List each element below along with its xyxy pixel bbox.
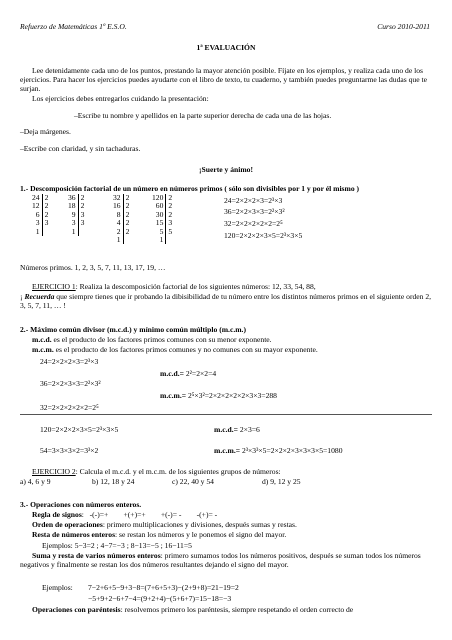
exercise-1-label: EJERCICIO 1 — [32, 282, 76, 291]
factorization-36: 36=2×2×3×3=2²×3² — [224, 207, 285, 216]
reminder-label: Recuerda — [24, 292, 55, 301]
mcd-label: m.c.d. — [32, 335, 52, 344]
mcd-definition — [32, 335, 272, 344]
sum-label: Suma y resta de varios números enteros — [32, 551, 161, 560]
order-text: : primero multiplicaciones y divisiones, después sumas y restas. — [102, 520, 297, 529]
dividend: 15 — [150, 219, 166, 227]
exercise-2-group-b: b) 12, 18 y 24 — [92, 477, 135, 486]
dividend: 8 — [111, 211, 123, 219]
mcd-text: es el producto de los factores primos comunes con su menor exponente. — [51, 335, 272, 344]
subtraction-examples: Ejemplos: 5−3=2 ; 4−7=−3 ; 8−13=−5 ; 16−11=5 — [42, 541, 192, 550]
divider — [20, 414, 432, 415]
mcm-value: 2³×3³×5=2×2×2×3×3×3×5=1080 — [241, 446, 343, 455]
prime-numbers-list: Números primos. 1, 2, 3, 5, 7, 11, 13, 17, 19, … — [20, 263, 166, 272]
factor-table-32 — [111, 194, 131, 244]
page-title: 1ª EVALUACIÓN — [196, 43, 256, 52]
dividend: 4 — [111, 219, 123, 227]
factorization-32: 32=2×2×2×2×2=2⁵ — [224, 219, 283, 228]
reminder — [20, 292, 432, 310]
dividend: 24 — [30, 194, 42, 202]
dividend: 1 — [30, 228, 42, 236]
mcm-example-2 — [214, 446, 343, 455]
exercise-2-group-d: d) 9, 12 y 25 — [262, 477, 301, 486]
dividend: 120 — [150, 194, 166, 202]
exercise-2-group-a: a) 4, 6 y 9 — [20, 477, 51, 486]
mcd-label: m.c.d.= — [214, 425, 238, 434]
section-3-heading: 3.- Operaciones con números enteros. — [20, 500, 142, 509]
dividend: 12 — [30, 202, 42, 210]
divisor: 2 — [168, 209, 173, 219]
mcd-example-1 — [160, 369, 216, 378]
subtraction-text: : se restan los números y le ponemos el signo del mayor. — [115, 530, 287, 539]
mcd-value: 2²=2×2=4 — [185, 369, 217, 378]
header-right: Curso 2010-2011 — [377, 22, 430, 31]
divisor: 2 — [80, 193, 85, 202]
divisor: 2 — [44, 209, 49, 219]
mcd-example-2 — [214, 425, 260, 434]
mcm-label: m.c.m. — [32, 345, 54, 354]
factorization-120: 120=2×2×2×3×5=2³×3×5 — [224, 231, 303, 240]
divisor — [78, 228, 86, 236]
parentheses-label: Operaciones con paréntesis — [32, 605, 121, 614]
dividend: 1 — [111, 236, 123, 244]
dividend: 6 — [30, 211, 42, 219]
sum-example-1: 7−2+6+5−9+3−8=(7+6+5+3)−(2+9+8)=21−19=2 — [88, 583, 239, 592]
dividend: 2 — [111, 228, 123, 236]
divisor — [123, 236, 131, 244]
mcm-text: es el producto de los factores primos comunes y no comunes con su mayor exponente. — [53, 345, 318, 354]
divisor: 3 — [44, 218, 49, 228]
intro-instructions: Los ejercicios debes entregarlos cuidando la presentación: — [32, 94, 209, 103]
mcd-label: m.c.d.= — [160, 369, 184, 378]
factor-table-36 — [66, 194, 86, 236]
divisor — [166, 236, 174, 244]
multiple-sum — [20, 551, 432, 569]
divisor — [42, 228, 50, 236]
mcm-label: m.c.m.= — [160, 391, 187, 400]
exercise-1-text: : Realiza la descomposición factorial de los siguientes números: 12, 33, 54, 88, — [75, 282, 316, 291]
dividend: 3 — [66, 219, 78, 227]
divisor: 2 — [168, 201, 173, 211]
instruction-margins: –Deja márgenes. — [20, 127, 71, 136]
dividend: 36 — [66, 194, 78, 202]
mcd-value: 2×3=6 — [239, 425, 260, 434]
divisor: 2 — [125, 226, 130, 236]
factorization-54: 54=3×3×3×2=3³×2 — [40, 446, 99, 455]
integer-subtraction — [32, 530, 286, 539]
dividend: 9 — [66, 211, 78, 219]
divisor: 2 — [44, 193, 49, 202]
divisor: 2 — [125, 209, 130, 219]
sign-rules-label: Regla de signos — [32, 510, 82, 519]
section-2-heading: 2.- Máximo común divisor (m.c.d.) y mínimo común múltiplo (m.c.m.) — [20, 325, 246, 334]
reminder-text: que siempre tienes que ir probando la dibisibilidad de tu número entre los distintos números primos en el siguiente orden 2, 3, 5, 7, 11, … ! — [20, 292, 432, 310]
dividend: 3 — [30, 219, 42, 227]
sign-rules — [32, 510, 217, 519]
mcm-label: m.c.m.= — [214, 446, 241, 455]
order-label: Orden de operaciones — [32, 520, 103, 529]
dividend: 1 — [150, 236, 166, 244]
divisor: 2 — [125, 201, 130, 211]
factorization-24: 24=2×2×2×3=2³×3 — [224, 196, 283, 205]
factorization-24-b: 24=2×2×2×3=2³×3 — [40, 357, 99, 366]
dividend: 18 — [66, 202, 78, 210]
reminder-open: ¡ — [20, 292, 25, 301]
mcm-value: 2⁵×3²=2×2×2×2×2×3×3=288 — [187, 391, 277, 400]
divisor: 2 — [44, 201, 49, 211]
factorization-32-b: 32=2×2×2×2×2=2⁵ — [40, 403, 99, 412]
exercise-2-label: EJERCICIO 2 — [32, 467, 76, 476]
dividend: 30 — [150, 211, 166, 219]
divisor: 2 — [80, 201, 85, 211]
dividend: 32 — [111, 194, 123, 202]
exercise-1 — [32, 282, 316, 291]
sum-text: : primero sumamos todos los números positivos, después se suman todos los números negativos y finalmente se restan los dos números resultantes dejando el signo del mayor. — [20, 551, 421, 569]
dividend: 16 — [111, 202, 123, 210]
divisor: 2 — [168, 193, 173, 202]
factor-table-120 — [150, 194, 174, 244]
sign-rules-text: : -(-)=+ +(+)=+ +(-)= - -(+)= - — [81, 510, 218, 519]
header-left: Refuerzo de Matemáticas 1º E.S.O. — [20, 22, 127, 31]
divisor: 2 — [125, 193, 130, 202]
divisor: 3 — [80, 209, 85, 219]
subtraction-label: Resta de números enteros — [32, 530, 116, 539]
order-of-operations — [32, 520, 297, 529]
good-luck: ¡Suerte y ánimo! — [199, 165, 253, 174]
exercise-2-group-c: c) 22, 40 y 54 — [172, 477, 214, 486]
intro-paragraph: Lee detenidamente cada uno de los puntos, prestando la mayor atención posible. Fíjate en los ejemplos, y realiza cada uno de los ejercicios. Para hacer los ejercicios puedes ayudarte con el libro de texto, tu cuaderno, y también puedes preguntarme las dudas que te surjan. — [20, 66, 427, 93]
parentheses-text: : resolvemos primero los paréntesis, siempre respetando el orden correcto de — [120, 605, 354, 614]
dividend: 60 — [150, 202, 166, 210]
parentheses-operations — [32, 605, 353, 614]
exercise-2-text: : Calcula el m.c.d. y el m.c.m. de los siguientes grupos de números: — [75, 467, 281, 476]
mcm-example-1 — [160, 391, 277, 400]
exercise-2 — [32, 467, 281, 476]
divisor: 5 — [168, 226, 173, 236]
dividend: 5 — [150, 228, 166, 236]
divisor: 3 — [168, 218, 173, 228]
factorization-36-b: 36=2×2×3×3=2²×3² — [40, 379, 101, 388]
divisor: 2 — [125, 218, 130, 228]
instruction-clarity: –Escribe con claridad, y sin tachaduras. — [20, 144, 141, 153]
section-1-heading: 1.- Descomposición factorial de un número en números primos ( sólo son divisibles por 1 y por él mismo ) — [20, 184, 360, 193]
sum-examples-label: Ejemplos: — [42, 583, 73, 592]
instruction-name: –Escribe tu nombre y apellidos en la parte superior derecha de cada una de las hojas. — [74, 111, 332, 120]
factor-table-24 — [30, 194, 50, 236]
dividend: 1 — [66, 228, 78, 236]
sum-example-2: −5+9+2−6+7−4=(9+2+4)−(5+6+7)=15−18=−3 — [88, 594, 232, 603]
factorization-120-b: 120=2×2×2×3×5=2³×3×5 — [40, 425, 119, 434]
divisor: 3 — [80, 218, 85, 228]
mcm-definition — [32, 345, 318, 354]
